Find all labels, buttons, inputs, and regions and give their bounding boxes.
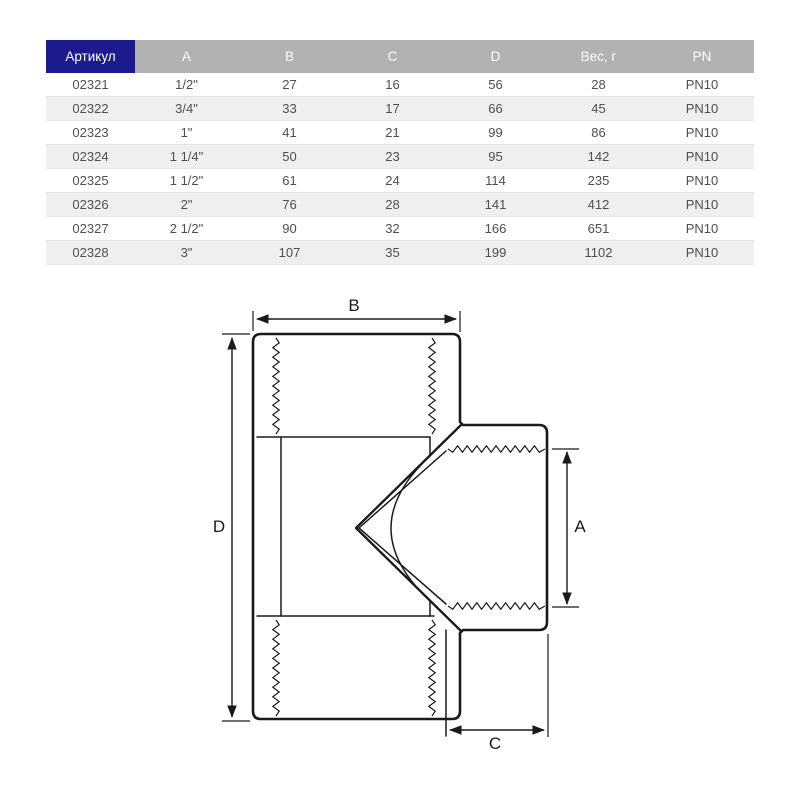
table-cell: 90: [238, 217, 341, 241]
table-cell: 16: [341, 73, 444, 97]
table-row: [46, 121, 754, 145]
column-header-2: B: [238, 40, 341, 73]
dimension-d: [213, 334, 250, 721]
table-cell: 141: [444, 193, 547, 217]
table-row: [46, 73, 754, 97]
table-cell: 1 1/4": [135, 145, 238, 169]
column-header-6: PN: [650, 40, 754, 73]
dimension-b: [253, 296, 460, 332]
spec-table-section: [46, 40, 754, 265]
table-cell: 28: [547, 73, 650, 97]
column-header-0: Артикул: [46, 40, 135, 73]
table-cell: PN10: [650, 73, 754, 97]
table-cell: 21: [341, 121, 444, 145]
branch-chamfer-inner: [359, 451, 446, 604]
table-cell: PN10: [650, 241, 754, 265]
thread-zigzag-top-left: [273, 338, 279, 434]
table-cell: 17: [341, 97, 444, 121]
table-cell: 24: [341, 169, 444, 193]
table-cell: 35: [341, 241, 444, 265]
thread-zigzag-branch-top: [448, 446, 545, 452]
table-cell: 66: [444, 97, 547, 121]
column-header-4: D: [444, 40, 547, 73]
table-cell: 50: [238, 145, 341, 169]
header-row: [46, 40, 754, 73]
table-cell: 142: [547, 145, 650, 169]
table-cell: 02328: [46, 241, 135, 265]
table-cell: PN10: [650, 193, 754, 217]
spec-table-body: [46, 73, 754, 265]
extension-line: [253, 311, 460, 332]
table-cell: 02321: [46, 73, 135, 97]
table-cell: 3/4": [135, 97, 238, 121]
extension-line: [552, 449, 579, 607]
table-cell: 199: [444, 241, 547, 265]
table-row: [46, 169, 754, 193]
dim-label-a: A: [574, 517, 586, 536]
table-cell: 02323: [46, 121, 135, 145]
table-cell: 1 1/2": [135, 169, 238, 193]
table-cell: 33: [238, 97, 341, 121]
bore-bell-curve: [391, 456, 430, 601]
table-row: [46, 217, 754, 241]
thread-zigzag-bottom-left: [273, 620, 279, 716]
dim-label-b: B: [348, 296, 360, 315]
table-cell: 32: [341, 217, 444, 241]
table-cell: 76: [238, 193, 341, 217]
extension-line: [222, 334, 250, 721]
table-row: [46, 193, 754, 217]
table-cell: 28: [341, 193, 444, 217]
table-cell: 56: [444, 73, 547, 97]
table-cell: 1102: [547, 241, 650, 265]
dim-label-d: D: [212, 517, 226, 536]
table-cell: 02327: [46, 217, 135, 241]
table-cell: 27: [238, 73, 341, 97]
table-cell: 41: [238, 121, 341, 145]
table-cell: 235: [547, 169, 650, 193]
dimension-a: [552, 449, 586, 607]
column-header-1: A: [135, 40, 238, 73]
thread-zigzag-branch-bottom: [448, 603, 545, 609]
table-row: [46, 145, 754, 169]
dim-label-c: C: [488, 734, 502, 753]
table-cell: PN10: [650, 145, 754, 169]
thread-zigzag-top-right: [429, 338, 435, 434]
table-cell: 2 1/2": [135, 217, 238, 241]
table-cell: 107: [238, 241, 341, 265]
column-header-5: Вес, г: [547, 40, 650, 73]
table-row: [46, 241, 754, 265]
table-cell: 1/2": [135, 73, 238, 97]
thread-zigzag-bottom-right: [429, 620, 435, 716]
table-cell: 02324: [46, 145, 135, 169]
table-cell: 412: [547, 193, 650, 217]
table-cell: 45: [547, 97, 650, 121]
table-row: [46, 97, 754, 121]
table-cell: 1": [135, 121, 238, 145]
table-cell: 86: [547, 121, 650, 145]
table-cell: 114: [444, 169, 547, 193]
table-cell: PN10: [650, 121, 754, 145]
table-cell: 02326: [46, 193, 135, 217]
table-cell: PN10: [650, 97, 754, 121]
table-cell: PN10: [650, 169, 754, 193]
body-outline: [253, 334, 547, 719]
table-cell: 02322: [46, 97, 135, 121]
table-cell: 23: [341, 145, 444, 169]
dimension-c: [450, 634, 548, 753]
table-cell: 3": [135, 241, 238, 265]
spec-table-head: [46, 40, 754, 73]
table-cell: 166: [444, 217, 547, 241]
table-cell: 99: [444, 121, 547, 145]
column-header-3: C: [341, 40, 444, 73]
table-cell: 95: [444, 145, 547, 169]
table-cell: 02325: [46, 169, 135, 193]
spec-table: [46, 40, 754, 265]
branch-chamfer-outer: [356, 424, 462, 631]
table-cell: 61: [238, 169, 341, 193]
table-cell: 2": [135, 193, 238, 217]
table-cell: 651: [547, 217, 650, 241]
table-cell: PN10: [650, 217, 754, 241]
